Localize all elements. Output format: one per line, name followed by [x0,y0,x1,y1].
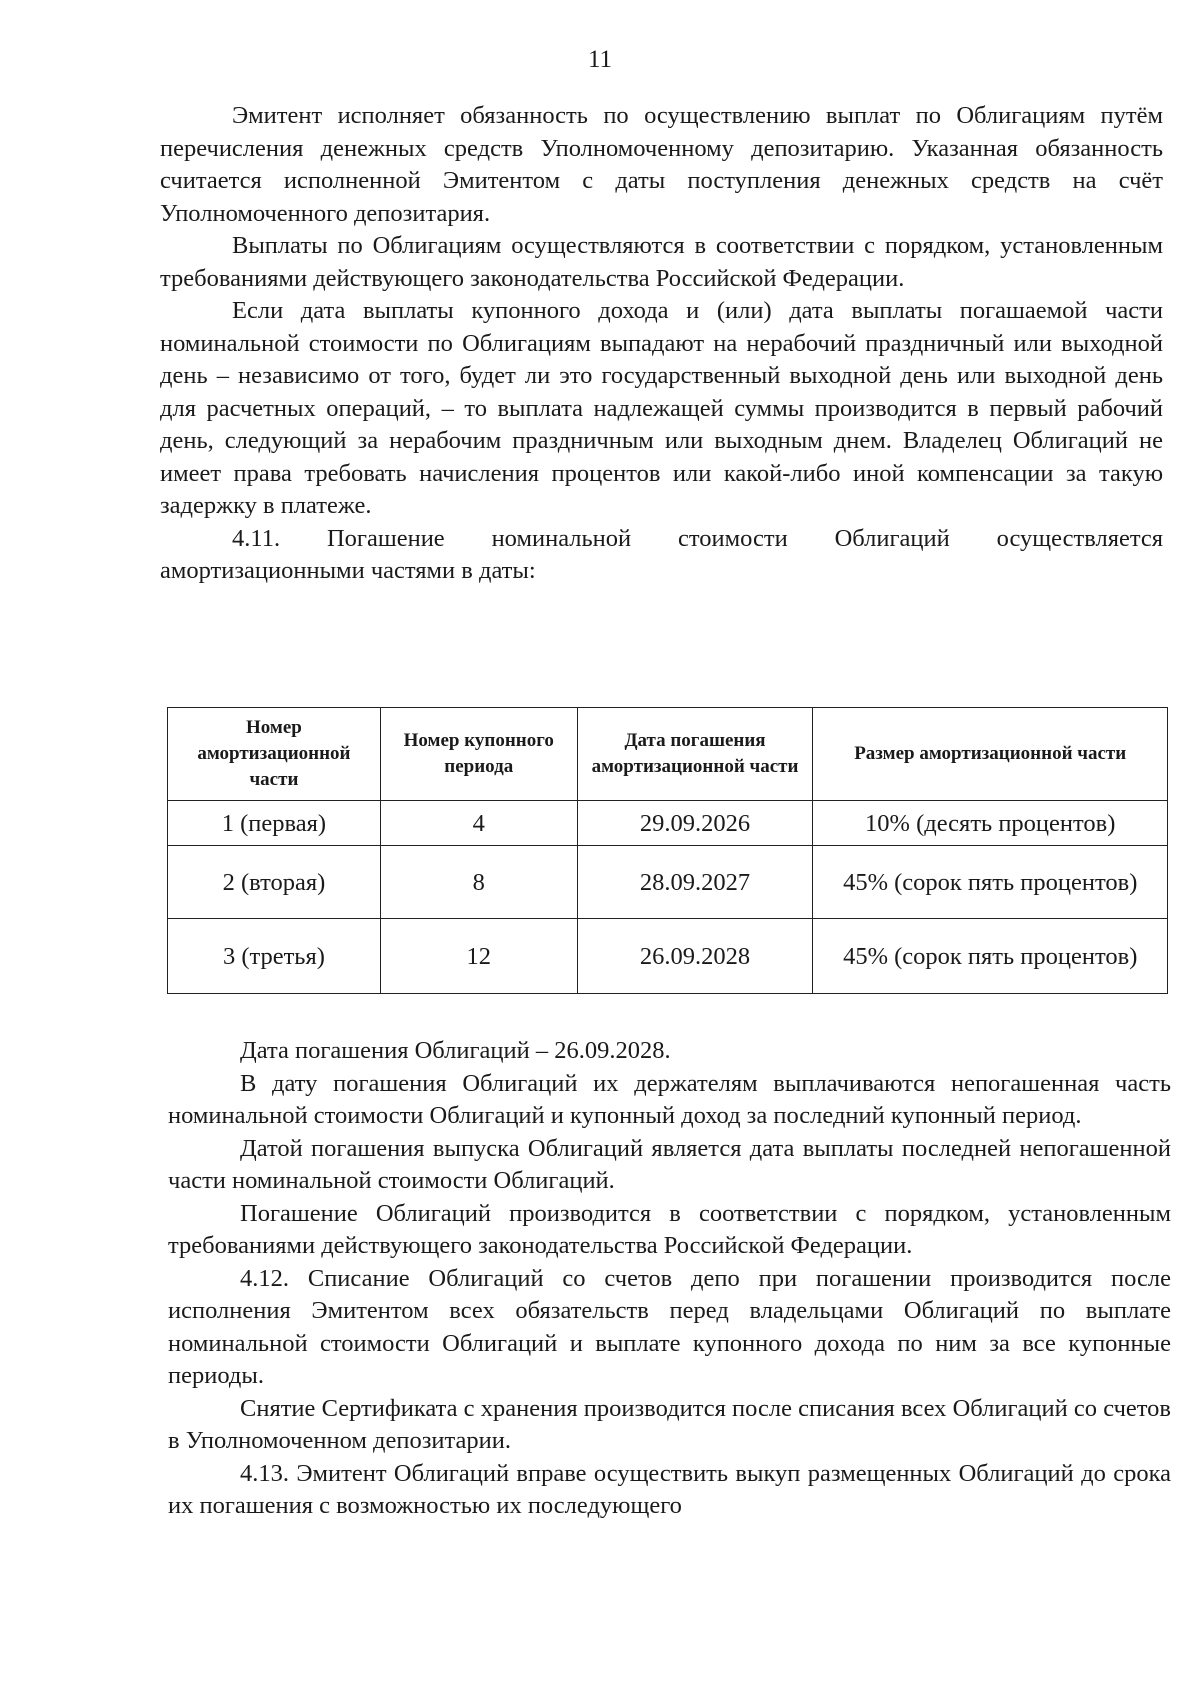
amortization-table [167,707,1168,994]
table-row [168,846,1168,919]
paragraph-issue-redemption-date: Датой погашения выпуска Облигаций является дата выплаты последней непогашенной части номинальной стоимости Облигаций. [168,1134,1171,1194]
paragraph-maturity-payment: В дату погашения Облигаций их держателям выплачиваются непогашенная часть номинальной стоимости Облигаций и купонный доход за последний купонный период. [168,1069,1171,1129]
body-text-top [160,100,1163,588]
paragraph-section-4-13: 4.13. Эмитент Облигаций вправе осуществить выкуп размещенных Облигаций до срока их погашения с возможностью их последующего [168,1459,1171,1519]
paragraph-payments-law: Выплаты по Облигациям осуществляются в соответствии с порядком, установленным требованиями действующего законодательства Российской Федерации. [160,232,1163,292]
cell-redemption-date: 29.09.2026 [577,801,813,846]
paragraph-certificate-removal: Снятие Сертификата с хранения производится после списания всех Облигаций со счетов в Уполномоченном депозитарии. [168,1394,1171,1454]
page-number: 11 [587,46,613,73]
cell-part-number: 3 (третья) [168,919,381,994]
paragraph-holiday-payments: Если дата выплаты купонного дохода и (или) дата выплаты погашаемой части номинальной стоимости по Облигациям выпадают на нерабочий праздничный или выходной день – независимо от того, будет ли это государственный выходной день или выходной день для расчетных операций, – то выплата надлежащей суммы производится в первый рабочий день, следующий за нерабочим праздничным или выходным днем. Владелец Облигаций не имеет права требовать начисления процентов или какой-либо иной компенсации за такую задержку в платеже. [160,297,1163,519]
header-amortization-part-number: Номер амортизационной части [168,708,381,801]
cell-redemption-date: 26.09.2028 [577,919,813,994]
table-header-row [168,708,1168,801]
paragraph-section-4-12: 4.12. Списание Облигаций со счетов депо при погашении производится после исполнения Эмитентом всех обязательств перед владельцами Облигаций по выплате номинальной стоимости Облигаций и выплате купонного дохода по ним за все купонные периоды. [168,1264,1171,1389]
paragraph-redemption-law: Погашение Облигаций производится в соответствии с порядком, установленным требованиями действующего законодательства Российской Федерации. [168,1199,1171,1259]
header-amortization-size: Размер амортизационной части [813,708,1168,801]
table-row [168,919,1168,994]
paragraph-maturity-date: Дата погашения Облигаций – 26.09.2028. [240,1037,671,1064]
header-redemption-date: Дата погашения амортизационной части [577,708,813,801]
paragraph-issuer-obligation: Эмитент исполняет обязанность по осуществлению выплат по Облигациям путём перечисления денежных средств Уполномоченному депозитарию. Указанная обязанность считается исполненной Эмитентом с даты поступления денежных средств на счёт Уполномоченного депозитария. [160,102,1163,227]
cell-part-number: 1 (первая) [168,801,381,846]
cell-coupon-period: 8 [380,846,577,919]
cell-amortization-size: 10% (десять процентов) [813,801,1168,846]
paragraph-section-4-11: 4.11. Погашение номинальной стоимости Облигаций осуществляется амортизационными частями в даты: [160,524,1163,584]
cell-coupon-period: 12 [380,919,577,994]
table-row [168,801,1168,846]
body-text-bottom [168,1035,1171,1523]
cell-part-number: 2 (вторая) [168,846,381,919]
cell-amortization-size: 45% (сорок пять процентов) [813,919,1168,994]
cell-redemption-date: 28.09.2027 [577,846,813,919]
header-coupon-period-number: Номер купонного периода [380,708,577,801]
cell-amortization-size: 45% (сорок пять процентов) [813,846,1168,919]
cell-coupon-period: 4 [380,801,577,846]
